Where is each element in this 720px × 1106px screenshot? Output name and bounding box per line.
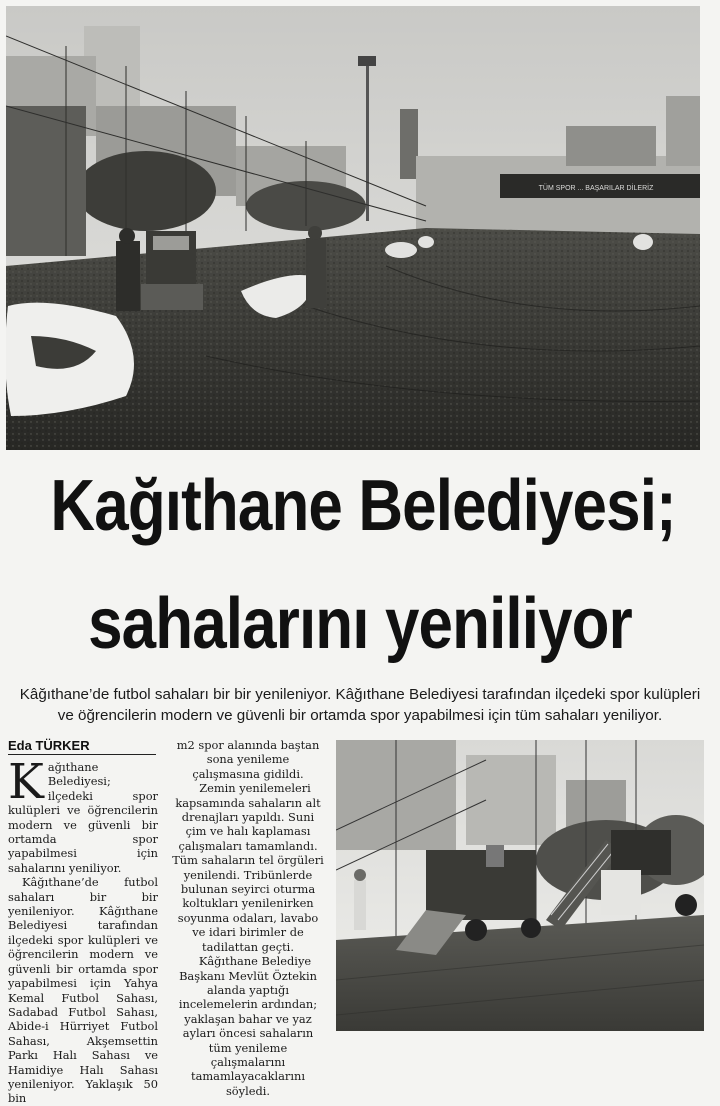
bottom-photo-renovation-machines xyxy=(336,740,704,1031)
column2-paragraph-1: m2 spor alanında baştan sona yenileme çalışmasına gidildi. xyxy=(176,738,320,781)
column2-paragraph-3: Kâğıthane Belediye Başkanı Mevlüt Öztekin alanda yaptığı incelemelerin ardından; yaklaşan bahar ve yaz ayları öncesi sahaların tüm yenileme çalışmalarını tamamlayacaklarını söyledi. xyxy=(178,954,318,1098)
article-lede: Kâğıthane’de futbol sahaları bir bir yenileniyor. Kâğıthane Belediyesi tarafından ilçedeki spor kulüpleri ve öğrencilerin modern ve güvenli bir ortamda spor yapabilmesi için tüm sahaları yeniliyor. xyxy=(19,686,701,724)
column2-paragraph-2: Zemin yenilemeleri kapsamında sahaların alt drenajları yapıldı. Suni çim ve halı kaplaması çalışmaları tamamlandı. Tüm sahaların tel örgüleri yenilendi. Tribünlerde bulunan seyirci oturma koltukları yenilenirken soyunma odaları, lavabo ve idari birimler de tadilattan geçti. xyxy=(172,781,324,954)
top-photo-football-field xyxy=(6,6,700,450)
author-byline: Eda TÜRKER xyxy=(8,738,156,755)
column1-paragraph-2: Kâğıthane’de futbol sahaları bir bir yenileniyor. Kâğıthane Belediyesi tarafından ilçedeki spor kulüpleri ve öğrencilerin modern ve güvenli bir ortamda spor yapabilmesi için Yahya Kemal Futbol Sahası, Sadabad Futbol Sahası, Abide-i Hürriyet Futbol Sahası, Akşemsettin Parkı Halı Sahası ve Hamidiye Halı Sahası yenileniyor. Yaklaşık 50 bin xyxy=(8,875,158,1106)
article-column-2 xyxy=(172,738,324,1098)
article-column-1 xyxy=(8,754,158,1106)
headline-line-1: Kağıthane Belediyesi; xyxy=(50,466,676,546)
drop-cap: K xyxy=(8,754,44,810)
headline-line-2: sahalarını yeniliyor xyxy=(88,584,632,664)
column1-paragraph-1: ağıthane Belediyesi; ilçedeki spor kulüpleri ve öğrencilerin modern ve güvenli bir ortamda spor yapabilmesi için sahalarını yeniliyor. xyxy=(8,760,158,875)
stadium-banner-text: TÜM SPOR ... BAŞARILAR DİLERİZ xyxy=(538,185,654,192)
